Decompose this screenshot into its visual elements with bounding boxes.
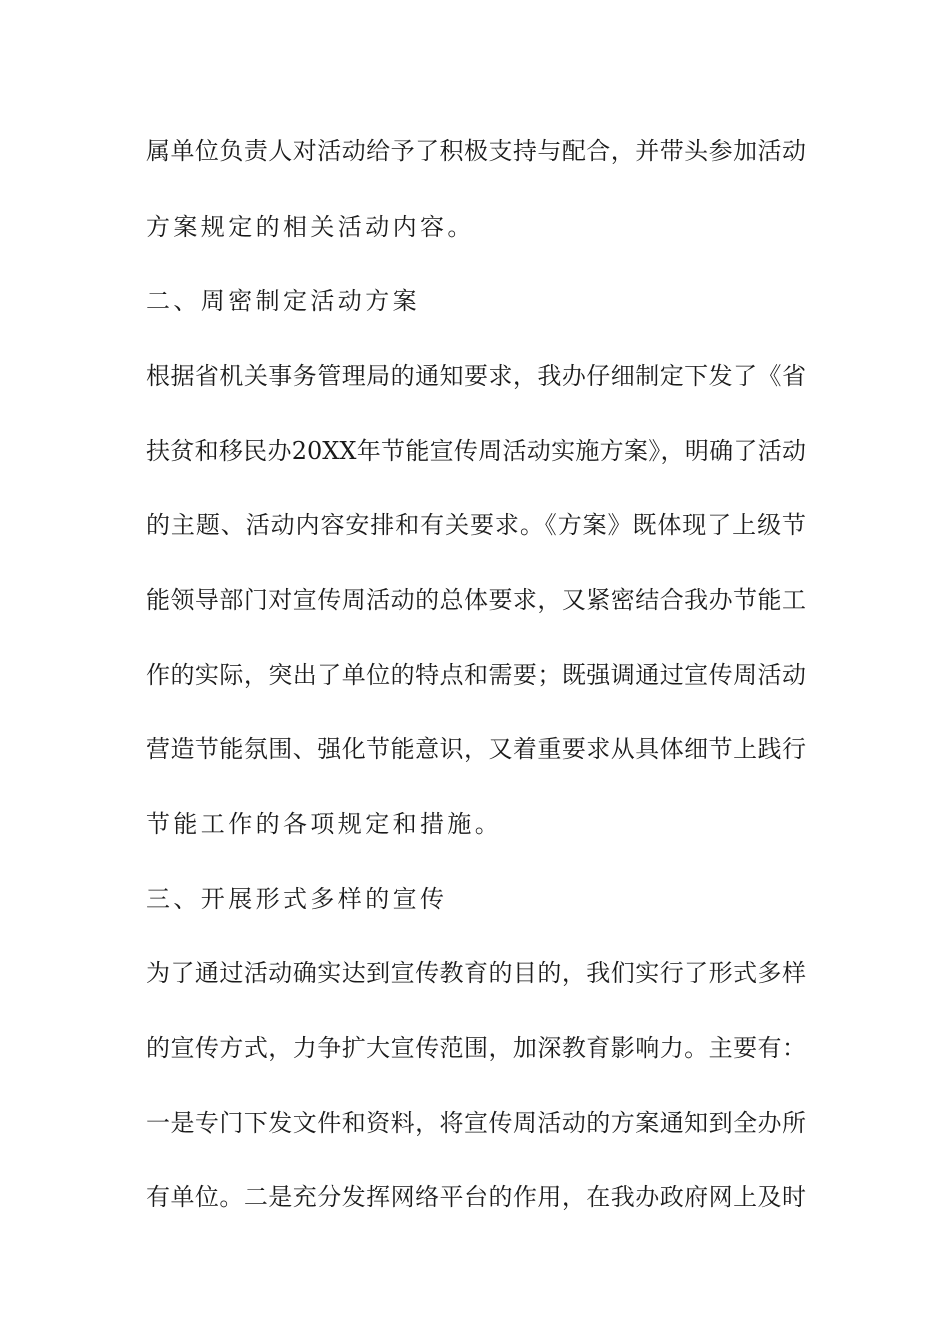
paragraph-line: 根据省机关事务管理局的通知要求，我办仔细制定下发了《省 [146, 362, 806, 390]
paragraph-line: 作的实际，突出了单位的特点和需要；既强调通过宣传周活动 [146, 661, 806, 689]
paragraph-line: 方案规定的相关活动内容。 [146, 213, 475, 241]
paragraph-line: 能领导部门对宣传周活动的总体要求，又紧密结合我办节能工 [146, 586, 806, 614]
section-heading: 三、开展形式多样的宣传 [146, 885, 448, 913]
paragraph-line: 营造节能氛围、强化节能意识，又着重要求从具体细节上践行 [146, 735, 806, 763]
paragraph-line: 扶贫和移民办20XX年节能宣传周活动实施方案》，明确了活动 [146, 437, 806, 465]
paragraph-line: 节能工作的各项规定和措施。 [146, 810, 503, 838]
section-heading: 二、周密制定活动方案 [146, 287, 420, 315]
paragraph-line: 为了通过活动确实达到宣传教育的目的，我们实行了形式多样 [146, 959, 806, 987]
paragraph-line: 有单位。二是充分发挥网络平台的作用，在我办政府网上及时 [146, 1183, 806, 1211]
paragraph-line: 的宣传方式，力争扩大宣传范围，加深教育影响力。主要有： [146, 1034, 806, 1062]
paragraph-line: 一是专门下发文件和资料，将宣传周活动的方案通知到全办所 [146, 1109, 806, 1137]
paragraph-line: 属单位负责人对活动给予了积极支持与配合，并带头参加活动 [146, 137, 806, 165]
paragraph-line: 的主题、活动内容安排和有关要求。《方案》既体现了上级节 [146, 511, 806, 539]
